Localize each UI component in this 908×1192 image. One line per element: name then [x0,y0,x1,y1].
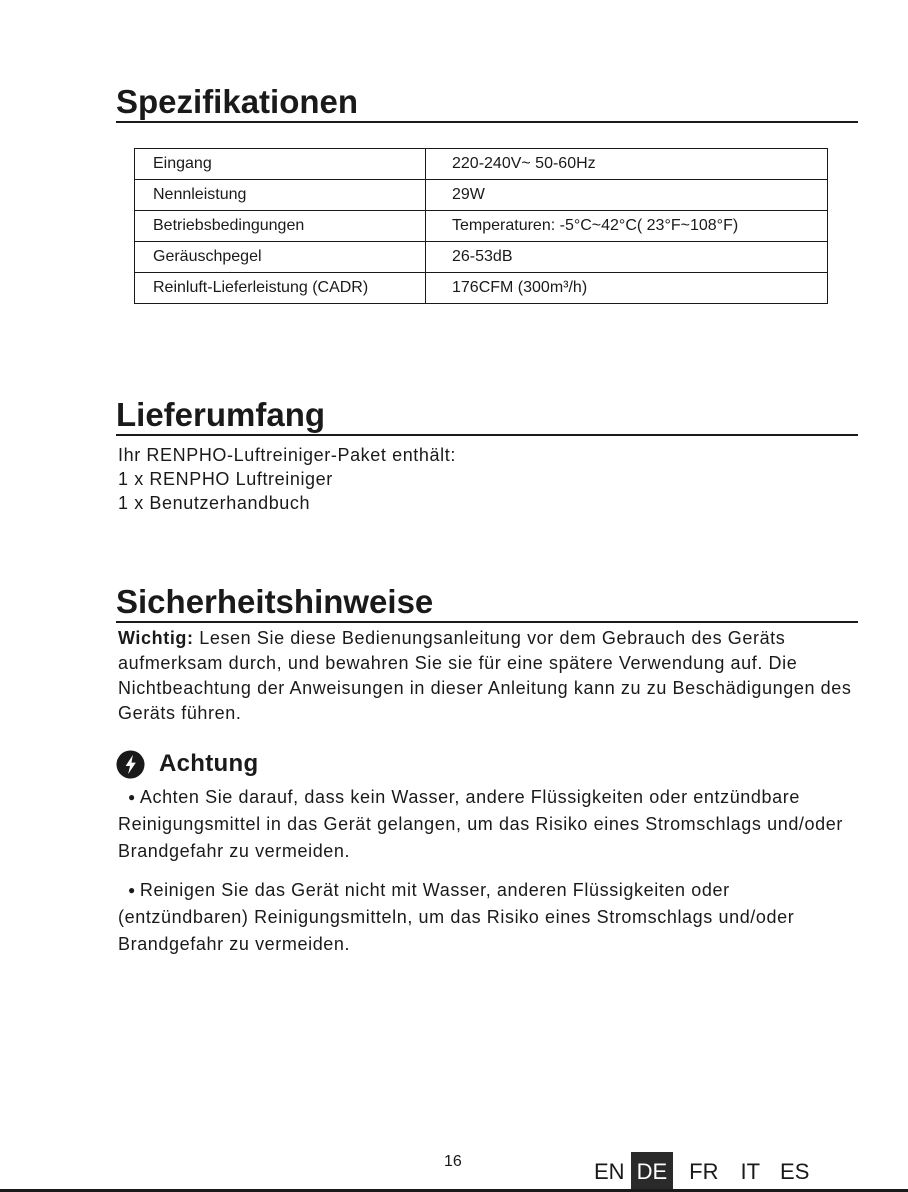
list-item: 1 x Benutzerhandbuch [118,493,311,513]
spec-label: Eingang [135,149,426,180]
scope-list [118,443,858,515]
scope-title: Lieferumfang [116,397,858,436]
spec-value: 29W [426,180,828,211]
list-item: 1 x RENPHO Luftreiniger [118,469,333,489]
important-label: Wichtig: [118,628,194,648]
safety-intro [118,626,858,726]
lightning-bolt-icon [116,750,145,779]
warning-bullet-text: Reinigen Sie das Gerät nicht mit Wasser, anderen Flüssigkeiten oder (entzündbaren) Reinigungsmitteln, um das Risiko eines Stromschlags und/oder Brandgefahr zu vermeiden. [118,880,795,954]
language-es[interactable]: ES [780,1159,810,1184]
spec-value: Temperaturen: -5°C~42°C( 23°F~108°F) [426,211,828,242]
spec-value: 176CFM (300m³/h) [426,273,828,304]
spec-label: Reinluft-Lieferleistung (CADR) [135,273,426,304]
table-row [135,273,828,304]
warning-label: Achtung [159,750,259,777]
page-number: 16 [444,1153,462,1170]
language-fr[interactable]: FR [689,1159,719,1184]
table-row [135,242,828,273]
specs-table [134,148,828,304]
table-row [135,180,828,211]
table-row [135,149,828,180]
specs-title: Spezifikationen [116,84,858,123]
warning-bullet [118,784,858,865]
warning-heading [116,748,258,780]
safety-title: Sicherheitshinweise [116,584,858,623]
warning-bullet [118,877,858,958]
language-de[interactable]: DE [631,1152,674,1192]
spec-label: Nennleistung [135,180,426,211]
table-row [135,211,828,242]
language-it[interactable]: IT [740,1159,761,1184]
spec-value: 220-240V~ 50-60Hz [426,149,828,180]
spec-label: Betriebsbedingungen [135,211,426,242]
bullet-icon: ● [128,790,136,804]
language-en[interactable]: EN [594,1159,625,1184]
language-selector [588,1152,815,1192]
warning-bullet-text: Achten Sie darauf, dass kein Wasser, andere Flüssigkeiten oder entzündbare Reinigungsmittel in das Gerät gelangen, um das Risiko eines Stromschlags und/oder Brandgefahr zu vermeiden. [118,787,843,861]
safety-intro-text: Lesen Sie diese Bedienungsanleitung vor dem Gebrauch des Geräts aufmerksam durch, und bewahren Sie sie für eine spätere Verwendung auf. Die Nichtbeachtung der Anweisungen in dieser Anleitung kann zu zu Beschädigungen des Geräts führen. [118,628,852,723]
spec-value: 26-53dB [426,242,828,273]
bullet-icon: ● [128,883,136,897]
spec-label: Geräuschpegel [135,242,426,273]
scope-intro: Ihr RENPHO-Luftreiniger-Paket enthält: [118,445,456,465]
